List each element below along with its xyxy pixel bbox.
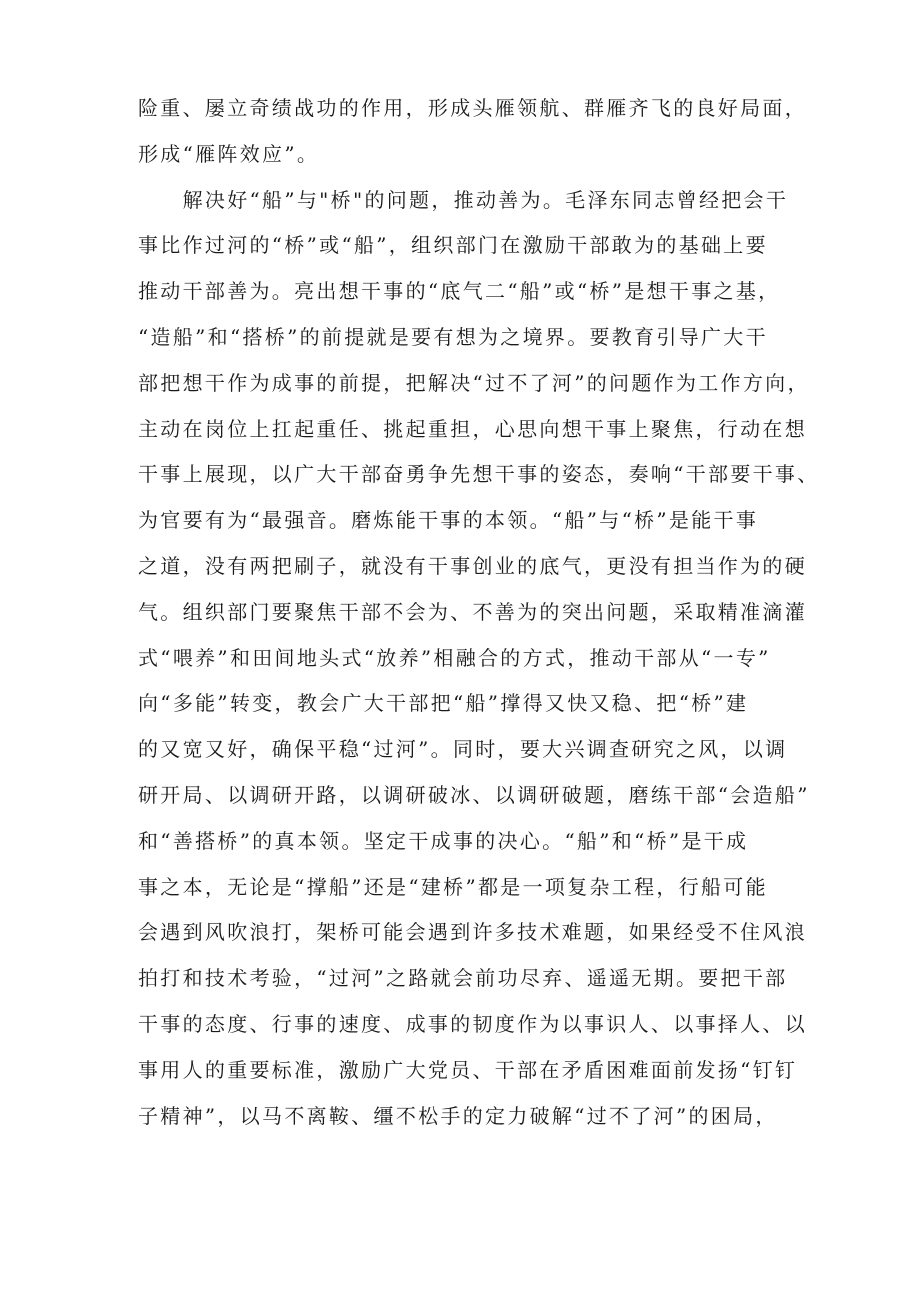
text-line: 主动在岗位上扛起重任、挑起重担，心思向想干事上聚焦，行动在想 <box>138 416 807 441</box>
text-line: “造船”和“搭桥”的前提就是要有想为之境界。要教育引导广大干 <box>138 324 768 349</box>
text-line: 拍打和技术考验，“过河”之路就会前功尽弃、遥遥无期。要把干部 <box>138 966 788 991</box>
text-line: 部把想干作为成事的前提，把解决“过不了河”的问题作为工作方向， <box>138 370 810 395</box>
text-line: 事比作过河的“桥”或“船”，组织部门在激励干部敢为的基础上要 <box>138 233 768 258</box>
text-line: 研开局、以调研开路，以调研破冰、以调研破题，磨练干部“会造船” <box>138 782 810 807</box>
text-line: 险重、屡立奇绩战功的作用，形成头雁领航、群雁齐飞的良好局面， <box>138 96 807 120</box>
text-line: 式“喂养”和田间地头式“放养”相融合的方式，推动干部从“一专” <box>138 645 771 670</box>
text-line: 和“善搭桥”的真本领。坚定干成事的决心。“船”和“桥”是干成 <box>138 828 749 853</box>
text-line: 干事的态度、行事的速度、成事的韧度作为以事识人、以事择人、以 <box>138 1011 807 1036</box>
text-line: 事用人的重要标准，激励广大党员、干部在矛盾困难面前发扬“钉钉 <box>138 1057 798 1082</box>
text-line: 干事上展现，以广大干部奋勇争先想干事的姿态，奏响“干部要干事、 <box>138 462 820 487</box>
text-line: 推动干部善为。亮出想干事的“底气二“船”或“桥”是想干事之基， <box>138 279 781 304</box>
text-line: 会遇到风吹浪打，架桥可能会遇到许多技术难题，如果经受不住风浪 <box>138 920 807 945</box>
text-line: 之道，没有两把刷子，就没有干事创业的底气，更没有担当作为的硬 <box>138 553 807 578</box>
text-line: 为官要有为“最强音。磨炼能干事的本领。“船”与“桥”是能干事 <box>138 508 759 533</box>
text-line: 事之本，无论是“撑船”还是“建桥”都是一项复杂工程，行船可能 <box>138 874 768 899</box>
text-line: 的又宽又好，确保平稳“过河”。同时，要大兴调查研究之风，以调 <box>138 737 788 762</box>
text-line: 解决好“船”与"桥"的问题，推动善为。毛泽东同志曾经把会干 <box>138 187 789 212</box>
body-text <box>138 86 820 1139</box>
text-line: 向“多能”转变，教会广大干部把“船”撑得又快又稳、把“桥”建 <box>138 691 749 716</box>
text-line: 形成“雁阵效应”。 <box>138 141 320 166</box>
text-line: 子精神”，以马不离鞍、缰不松手的定力破解“过不了河”的困局， <box>138 1103 778 1128</box>
text-line: 气。组织部门要聚焦干部不会为、不善为的突出问题，采取精准滴灌 <box>138 599 807 624</box>
